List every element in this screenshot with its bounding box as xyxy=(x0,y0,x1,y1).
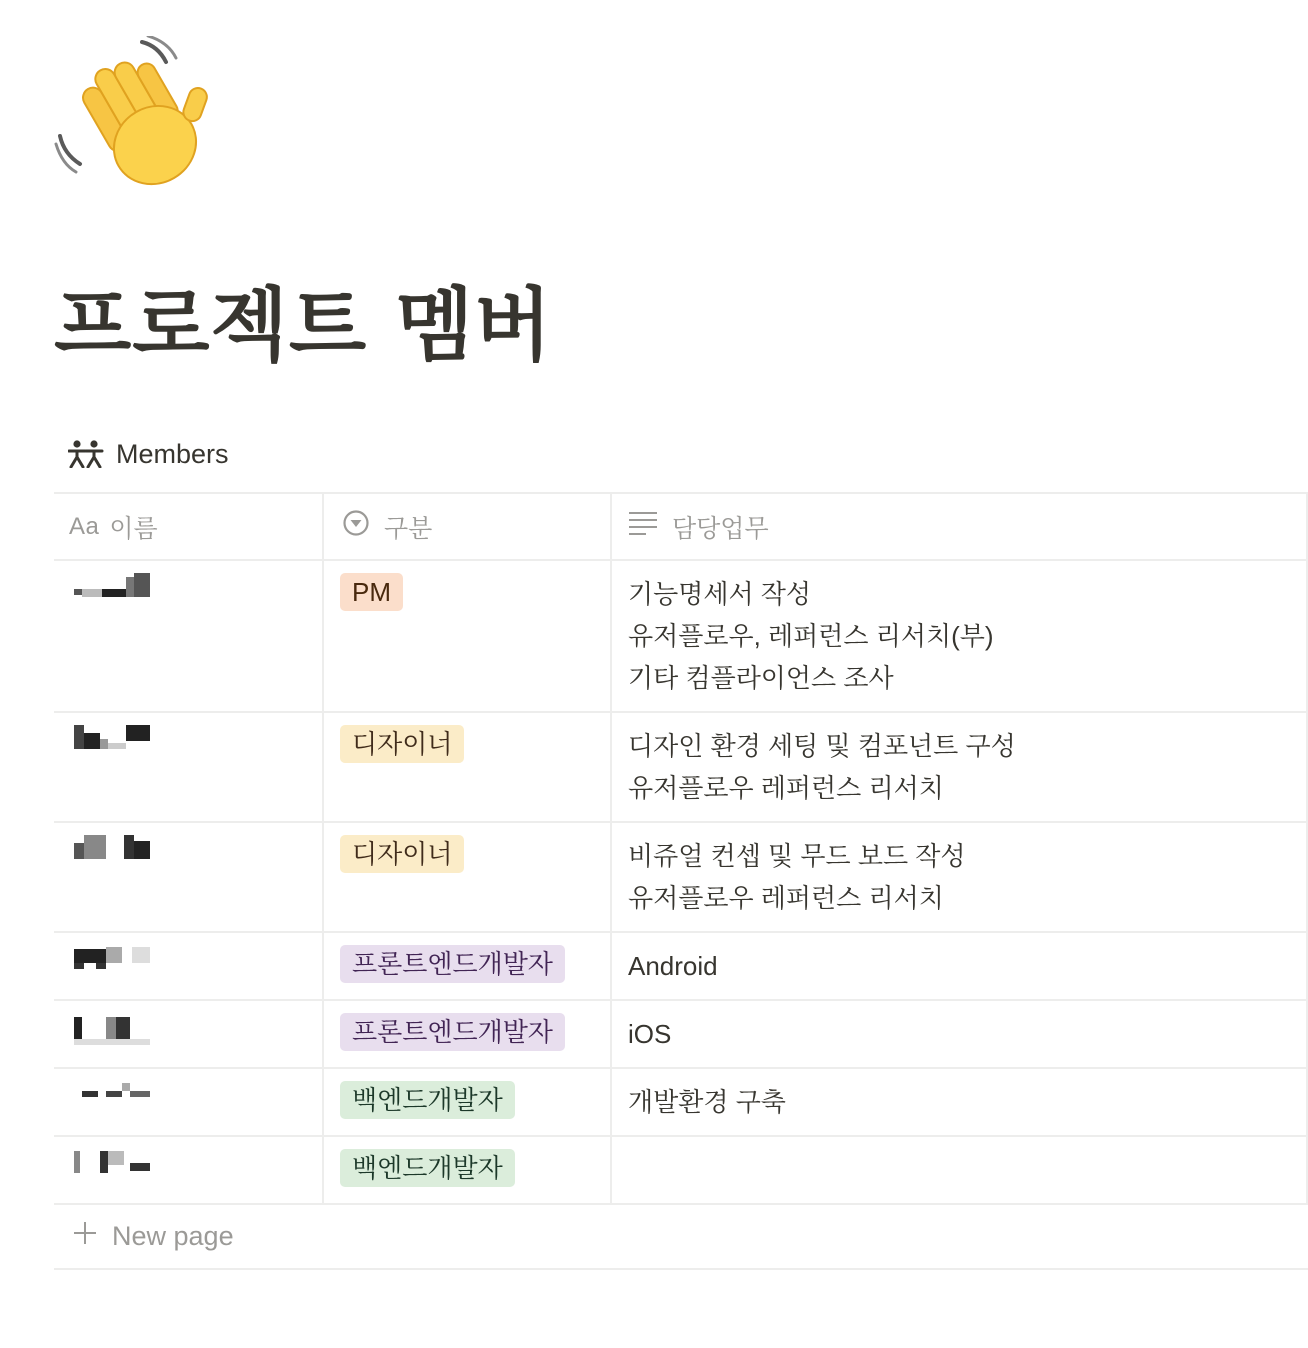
page-title[interactable]: 프로젝트 멤버 xyxy=(54,279,553,372)
name-cell[interactable] xyxy=(54,1137,322,1203)
role-cell[interactable] xyxy=(322,1001,610,1067)
table-row[interactable] xyxy=(54,823,1308,933)
tasks-cell[interactable] xyxy=(610,823,1308,931)
role-tag: 프론트엔드개발자 xyxy=(340,945,565,983)
tasks-cell[interactable] xyxy=(610,1137,1308,1203)
role-cell[interactable] xyxy=(322,933,610,999)
task-line: 디자인 환경 세팅 및 컴포넌트 구성 xyxy=(628,731,1016,761)
role-tag: PM xyxy=(340,573,403,611)
task-line: 기타 컴플라이언스 조사 xyxy=(628,663,894,693)
table-row[interactable] xyxy=(54,561,1308,713)
tasks-cell[interactable] xyxy=(610,1001,1308,1067)
people-icon xyxy=(68,440,104,468)
select-icon xyxy=(342,509,370,544)
role-cell[interactable] xyxy=(322,713,610,821)
column-header-name[interactable] xyxy=(54,494,322,559)
new-page-button[interactable] xyxy=(54,1204,1308,1270)
column-header-label: 구분 xyxy=(384,514,433,543)
tasks-cell[interactable] xyxy=(610,713,1308,821)
name-cell[interactable] xyxy=(54,823,322,931)
role-cell[interactable] xyxy=(322,823,610,931)
table-header-row xyxy=(54,494,1308,561)
table-row[interactable] xyxy=(54,1137,1308,1205)
task-line: Android xyxy=(628,951,718,981)
role-cell[interactable] xyxy=(322,1069,610,1135)
role-tag: 디자이너 xyxy=(340,835,464,873)
role-cell[interactable] xyxy=(322,561,610,711)
column-header-role[interactable] xyxy=(322,494,610,559)
role-tag: 프론트엔드개발자 xyxy=(340,1013,565,1051)
database-header[interactable] xyxy=(68,432,229,476)
title-aa-icon: Aa xyxy=(69,512,100,540)
name-cell[interactable] xyxy=(54,1001,322,1067)
name-cell[interactable] xyxy=(54,1069,322,1135)
redacted-name xyxy=(74,1013,154,1053)
name-cell[interactable] xyxy=(54,713,322,821)
name-cell[interactable] xyxy=(54,933,322,999)
task-line: 기능명세서 작성 xyxy=(628,579,812,609)
redacted-name xyxy=(74,725,154,765)
task-line: 비쥬얼 컨셉 및 무드 보드 작성 xyxy=(628,841,966,871)
role-cell[interactable] xyxy=(322,1137,610,1203)
members-table xyxy=(54,492,1308,1205)
redacted-name xyxy=(74,1149,154,1189)
role-tag: 백엔드개발자 xyxy=(340,1149,515,1187)
column-header-label: 담당업무 xyxy=(672,514,769,543)
column-header-tasks[interactable] xyxy=(610,494,1308,559)
role-tag: 디자이너 xyxy=(340,725,464,763)
database-title: Members xyxy=(116,438,229,469)
redacted-name xyxy=(74,573,154,613)
tasks-cell[interactable] xyxy=(610,1069,1308,1135)
column-header-label: 이름 xyxy=(109,514,158,543)
tasks-cell[interactable] xyxy=(610,561,1308,711)
new-page-label: New page xyxy=(112,1220,234,1251)
table-row[interactable] xyxy=(54,933,1308,1001)
text-lines-icon xyxy=(628,510,658,543)
plus-icon xyxy=(72,1220,98,1253)
table-row[interactable] xyxy=(54,713,1308,823)
table-row[interactable] xyxy=(54,1069,1308,1137)
redacted-name xyxy=(74,945,154,985)
tasks-cell[interactable] xyxy=(610,933,1308,999)
task-line: 유저플로우 레퍼런스 리서치 xyxy=(628,773,944,803)
redacted-name xyxy=(74,835,154,875)
task-line: 개발환경 구축 xyxy=(628,1087,786,1117)
role-tag: 백엔드개발자 xyxy=(340,1081,515,1119)
waving-hand-icon[interactable] xyxy=(54,36,214,196)
task-line: iOS xyxy=(628,1019,672,1049)
name-cell[interactable] xyxy=(54,561,322,711)
redacted-name xyxy=(74,1081,154,1121)
table-row[interactable] xyxy=(54,1001,1308,1069)
task-line: 유저플로우, 레퍼런스 리서치(부) xyxy=(628,621,994,651)
task-line: 유저플로우 레퍼런스 리서치 xyxy=(628,883,944,913)
